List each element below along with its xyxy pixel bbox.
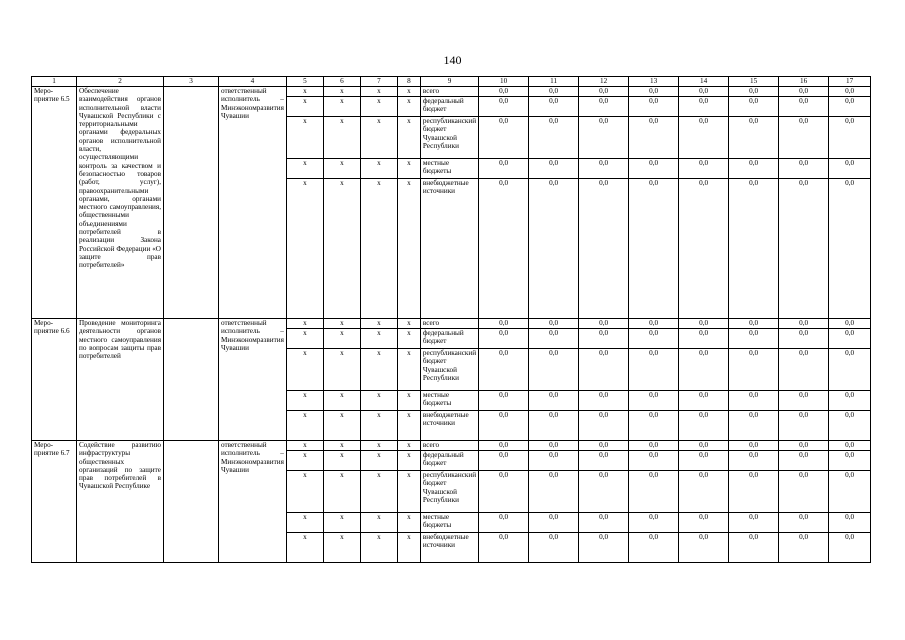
code-mark: х: [360, 441, 397, 451]
code-mark: х: [397, 179, 420, 319]
amount-cell: 0,0: [529, 179, 579, 319]
amount-cell: 0,0: [479, 513, 529, 533]
code-mark: х: [286, 179, 323, 319]
amount-cell: 0,0: [629, 87, 679, 97]
code-mark: х: [360, 513, 397, 533]
header-cell: 9: [420, 77, 478, 87]
amount-cell: 0,0: [579, 513, 629, 533]
funding-source: федеральный бюджет: [420, 451, 478, 471]
amount-cell: 0,0: [829, 117, 871, 159]
amount-cell: 0,0: [829, 471, 871, 513]
amount-cell: 0,0: [479, 97, 529, 117]
amount-cell: 0,0: [779, 441, 829, 451]
amount-cell: 0,0: [779, 117, 829, 159]
code-mark: х: [360, 159, 397, 179]
header-cell: 7: [360, 77, 397, 87]
funding-source: республиканский бюджет Чувашской Республики: [420, 117, 478, 159]
amount-cell: 0,0: [729, 513, 779, 533]
amount-cell: 0,0: [629, 349, 679, 391]
page-number: 140: [443, 53, 462, 67]
header-cell: 13: [629, 77, 679, 87]
funding-source: федеральный бюджет: [420, 329, 478, 349]
amount-cell: 0,0: [729, 349, 779, 391]
amount-cell: 0,0: [729, 159, 779, 179]
code-mark: х: [397, 533, 420, 563]
code-mark: х: [323, 533, 360, 563]
amount-cell: 0,0: [579, 329, 629, 349]
code-mark: х: [323, 391, 360, 411]
code-mark: х: [286, 533, 323, 563]
amount-cell: 0,0: [529, 97, 579, 117]
amount-cell: 0,0: [629, 319, 679, 329]
code-mark: х: [323, 513, 360, 533]
code-mark: х: [286, 319, 323, 329]
amount-cell: 0,0: [779, 533, 829, 563]
funding-source: всего: [420, 87, 478, 97]
code-mark: х: [286, 513, 323, 533]
amount-cell: 0,0: [629, 117, 679, 159]
amount-cell: 0,0: [829, 179, 871, 319]
amount-cell: 0,0: [529, 329, 579, 349]
code-mark: х: [397, 471, 420, 513]
executor: ответственный исполнитель – Минэкономразвития Чувашии: [219, 441, 287, 563]
code-mark: х: [286, 329, 323, 349]
amount-cell: 0,0: [679, 533, 729, 563]
code-mark: х: [360, 471, 397, 513]
code-mark: х: [397, 319, 420, 329]
funding-source: местные бюджеты: [420, 159, 478, 179]
code-mark: х: [286, 411, 323, 441]
amount-cell: 0,0: [829, 451, 871, 471]
amount-cell: 0,0: [729, 329, 779, 349]
amount-cell: 0,0: [829, 159, 871, 179]
amount-cell: 0,0: [679, 159, 729, 179]
amount-cell: 0,0: [829, 97, 871, 117]
header-cell: 5: [286, 77, 323, 87]
amount-cell: 0,0: [529, 87, 579, 97]
amount-cell: 0,0: [829, 441, 871, 451]
amount-cell: 0,0: [479, 451, 529, 471]
amount-cell: 0,0: [579, 117, 629, 159]
code-mark: х: [323, 349, 360, 391]
amount-cell: 0,0: [479, 329, 529, 349]
activity-code: Меро-приятие 6.7: [32, 441, 77, 563]
amount-cell: 0,0: [579, 533, 629, 563]
amount-cell: 0,0: [629, 451, 679, 471]
header-cell: 2: [77, 77, 164, 87]
header-cell: 8: [397, 77, 420, 87]
code-mark: х: [286, 97, 323, 117]
header-cell: 11: [529, 77, 579, 87]
amount-cell: 0,0: [679, 441, 729, 451]
activity-col3: [164, 87, 219, 319]
code-mark: х: [360, 329, 397, 349]
activity-col3: [164, 319, 219, 441]
amount-cell: 0,0: [479, 319, 529, 329]
amount-cell: 0,0: [479, 471, 529, 513]
activity-name: Обеспечение взаимодействия органов исполнительной власти Чувашской Республики с территориальными органами федеральных органов исполнительной власти, осуществляющими контроль за качеством и безопасностью товаров (работ, услуг), правоохранительными органами, органами местного самоуправления, общественными объединениями потребителей в реализации Закона Российской Федерации «О защите прав потребителей»: [77, 87, 164, 319]
amount-cell: 0,0: [579, 451, 629, 471]
amount-cell: 0,0: [529, 117, 579, 159]
amount-cell: 0,0: [629, 441, 679, 451]
amount-cell: 0,0: [579, 349, 629, 391]
amount-cell: 0,0: [779, 411, 829, 441]
amount-cell: 0,0: [679, 179, 729, 319]
code-mark: х: [286, 117, 323, 159]
activity-code: Меро-приятие 6.5: [32, 87, 77, 319]
amount-cell: 0,0: [579, 159, 629, 179]
funding-source: всего: [420, 319, 478, 329]
header-cell: 10: [479, 77, 529, 87]
amount-cell: 0,0: [529, 471, 579, 513]
code-mark: х: [323, 159, 360, 179]
amount-cell: 0,0: [679, 471, 729, 513]
amount-cell: 0,0: [779, 451, 829, 471]
header-cell: 15: [729, 77, 779, 87]
code-mark: х: [397, 411, 420, 441]
code-mark: х: [397, 159, 420, 179]
amount-cell: 0,0: [529, 391, 579, 411]
amount-cell: 0,0: [579, 391, 629, 411]
amount-cell: 0,0: [529, 319, 579, 329]
amount-cell: 0,0: [579, 179, 629, 319]
code-mark: х: [360, 87, 397, 97]
code-mark: х: [286, 451, 323, 471]
amount-cell: 0,0: [679, 87, 729, 97]
amount-cell: 0,0: [679, 319, 729, 329]
executor: ответственный исполнитель – Минэкономразвития Чувашии: [219, 87, 287, 319]
code-mark: х: [286, 87, 323, 97]
amount-cell: 0,0: [729, 533, 779, 563]
code-mark: х: [323, 319, 360, 329]
code-mark: х: [360, 451, 397, 471]
activity-col3: [164, 441, 219, 563]
code-mark: х: [323, 411, 360, 441]
amount-cell: 0,0: [829, 87, 871, 97]
amount-cell: 0,0: [629, 533, 679, 563]
table-row: [32, 441, 871, 451]
amount-cell: 0,0: [679, 97, 729, 117]
amount-cell: 0,0: [779, 319, 829, 329]
amount-cell: 0,0: [579, 87, 629, 97]
amount-cell: 0,0: [779, 159, 829, 179]
amount-cell: 0,0: [729, 411, 779, 441]
funding-source: местные бюджеты: [420, 513, 478, 533]
amount-cell: 0,0: [629, 411, 679, 441]
code-mark: х: [323, 329, 360, 349]
amount-cell: 0,0: [529, 533, 579, 563]
code-mark: х: [397, 97, 420, 117]
amount-cell: 0,0: [779, 87, 829, 97]
amount-cell: 0,0: [529, 441, 579, 451]
funding-source: федеральный бюджет: [420, 97, 478, 117]
amount-cell: 0,0: [779, 349, 829, 391]
amount-cell: 0,0: [729, 391, 779, 411]
amount-cell: 0,0: [779, 179, 829, 319]
header-cell: 6: [323, 77, 360, 87]
activity-name: Содействие развитию инфраструктуры общественных организаций по защите прав потребителей в Чувашской Республике: [77, 441, 164, 563]
code-mark: х: [360, 179, 397, 319]
amount-cell: 0,0: [829, 411, 871, 441]
amount-cell: 0,0: [629, 471, 679, 513]
amount-cell: 0,0: [479, 391, 529, 411]
code-mark: х: [323, 471, 360, 513]
amount-cell: 0,0: [779, 391, 829, 411]
amount-cell: 0,0: [729, 179, 779, 319]
amount-cell: 0,0: [829, 319, 871, 329]
amount-cell: 0,0: [479, 117, 529, 159]
amount-cell: 0,0: [629, 179, 679, 319]
code-mark: х: [397, 117, 420, 159]
amount-cell: 0,0: [629, 391, 679, 411]
code-mark: х: [286, 349, 323, 391]
amount-cell: 0,0: [829, 329, 871, 349]
budget-table: [31, 76, 871, 563]
amount-cell: 0,0: [529, 451, 579, 471]
code-mark: х: [286, 391, 323, 411]
amount-cell: 0,0: [479, 441, 529, 451]
amount-cell: 0,0: [779, 471, 829, 513]
header-cell: 4: [219, 77, 287, 87]
header-cell: 1: [32, 77, 77, 87]
code-mark: х: [360, 319, 397, 329]
amount-cell: 0,0: [529, 159, 579, 179]
amount-cell: 0,0: [729, 117, 779, 159]
amount-cell: 0,0: [579, 471, 629, 513]
amount-cell: 0,0: [729, 319, 779, 329]
funding-source: республиканский бюджет Чувашской Республики: [420, 349, 478, 391]
funding-source: всего: [420, 441, 478, 451]
amount-cell: 0,0: [579, 441, 629, 451]
amount-cell: 0,0: [679, 513, 729, 533]
header-row: [32, 77, 871, 87]
code-mark: х: [360, 533, 397, 563]
amount-cell: 0,0: [729, 441, 779, 451]
amount-cell: 0,0: [479, 179, 529, 319]
amount-cell: 0,0: [729, 87, 779, 97]
amount-cell: 0,0: [729, 471, 779, 513]
amount-cell: 0,0: [579, 97, 629, 117]
code-mark: х: [397, 513, 420, 533]
amount-cell: 0,0: [779, 97, 829, 117]
code-mark: х: [360, 411, 397, 441]
amount-cell: 0,0: [479, 533, 529, 563]
code-mark: х: [397, 441, 420, 451]
amount-cell: 0,0: [679, 391, 729, 411]
amount-cell: 0,0: [629, 513, 679, 533]
amount-cell: 0,0: [479, 349, 529, 391]
header-cell: 14: [679, 77, 729, 87]
code-mark: х: [286, 471, 323, 513]
code-mark: х: [286, 159, 323, 179]
amount-cell: 0,0: [829, 391, 871, 411]
code-mark: х: [323, 441, 360, 451]
activity-name: Проведение мониторинга деятельности органов местного самоуправления по вопросам защиты прав потребителей: [77, 319, 164, 441]
amount-cell: 0,0: [779, 513, 829, 533]
amount-cell: 0,0: [679, 117, 729, 159]
amount-cell: 0,0: [679, 349, 729, 391]
amount-cell: 0,0: [829, 349, 871, 391]
amount-cell: 0,0: [479, 87, 529, 97]
funding-source: внебюджетные источники: [420, 533, 478, 563]
amount-cell: 0,0: [629, 329, 679, 349]
table-row: [32, 87, 871, 97]
activity-code: Меро-приятие 6.6: [32, 319, 77, 441]
amount-cell: 0,0: [779, 329, 829, 349]
amount-cell: 0,0: [479, 411, 529, 441]
code-mark: х: [360, 391, 397, 411]
table-row: [32, 319, 871, 329]
code-mark: х: [323, 179, 360, 319]
header-cell: 3: [164, 77, 219, 87]
code-mark: х: [286, 441, 323, 451]
header-cell: 17: [829, 77, 871, 87]
code-mark: х: [360, 117, 397, 159]
amount-cell: 0,0: [529, 513, 579, 533]
funding-source: внебюджетные источники: [420, 411, 478, 441]
header-cell: 16: [779, 77, 829, 87]
code-mark: х: [360, 349, 397, 391]
code-mark: х: [397, 349, 420, 391]
amount-cell: 0,0: [729, 97, 779, 117]
amount-cell: 0,0: [829, 513, 871, 533]
funding-source: внебюджетные источники: [420, 179, 478, 319]
code-mark: х: [323, 87, 360, 97]
code-mark: х: [360, 97, 397, 117]
code-mark: х: [397, 391, 420, 411]
code-mark: х: [397, 329, 420, 349]
amount-cell: 0,0: [579, 411, 629, 441]
amount-cell: 0,0: [679, 451, 729, 471]
header-cell: 12: [579, 77, 629, 87]
amount-cell: 0,0: [729, 451, 779, 471]
amount-cell: 0,0: [629, 97, 679, 117]
funding-source: республиканский бюджет Чувашской Республики: [420, 471, 478, 513]
amount-cell: 0,0: [529, 349, 579, 391]
amount-cell: 0,0: [579, 319, 629, 329]
code-mark: х: [323, 117, 360, 159]
amount-cell: 0,0: [679, 329, 729, 349]
code-mark: х: [323, 451, 360, 471]
amount-cell: 0,0: [629, 159, 679, 179]
code-mark: х: [323, 97, 360, 117]
executor: ответственный исполнитель – Минэкономразвития Чувашии: [219, 319, 287, 441]
code-mark: х: [397, 451, 420, 471]
amount-cell: 0,0: [529, 411, 579, 441]
amount-cell: 0,0: [829, 533, 871, 563]
funding-source: местные бюджеты: [420, 391, 478, 411]
code-mark: х: [397, 87, 420, 97]
amount-cell: 0,0: [679, 411, 729, 441]
amount-cell: 0,0: [479, 159, 529, 179]
